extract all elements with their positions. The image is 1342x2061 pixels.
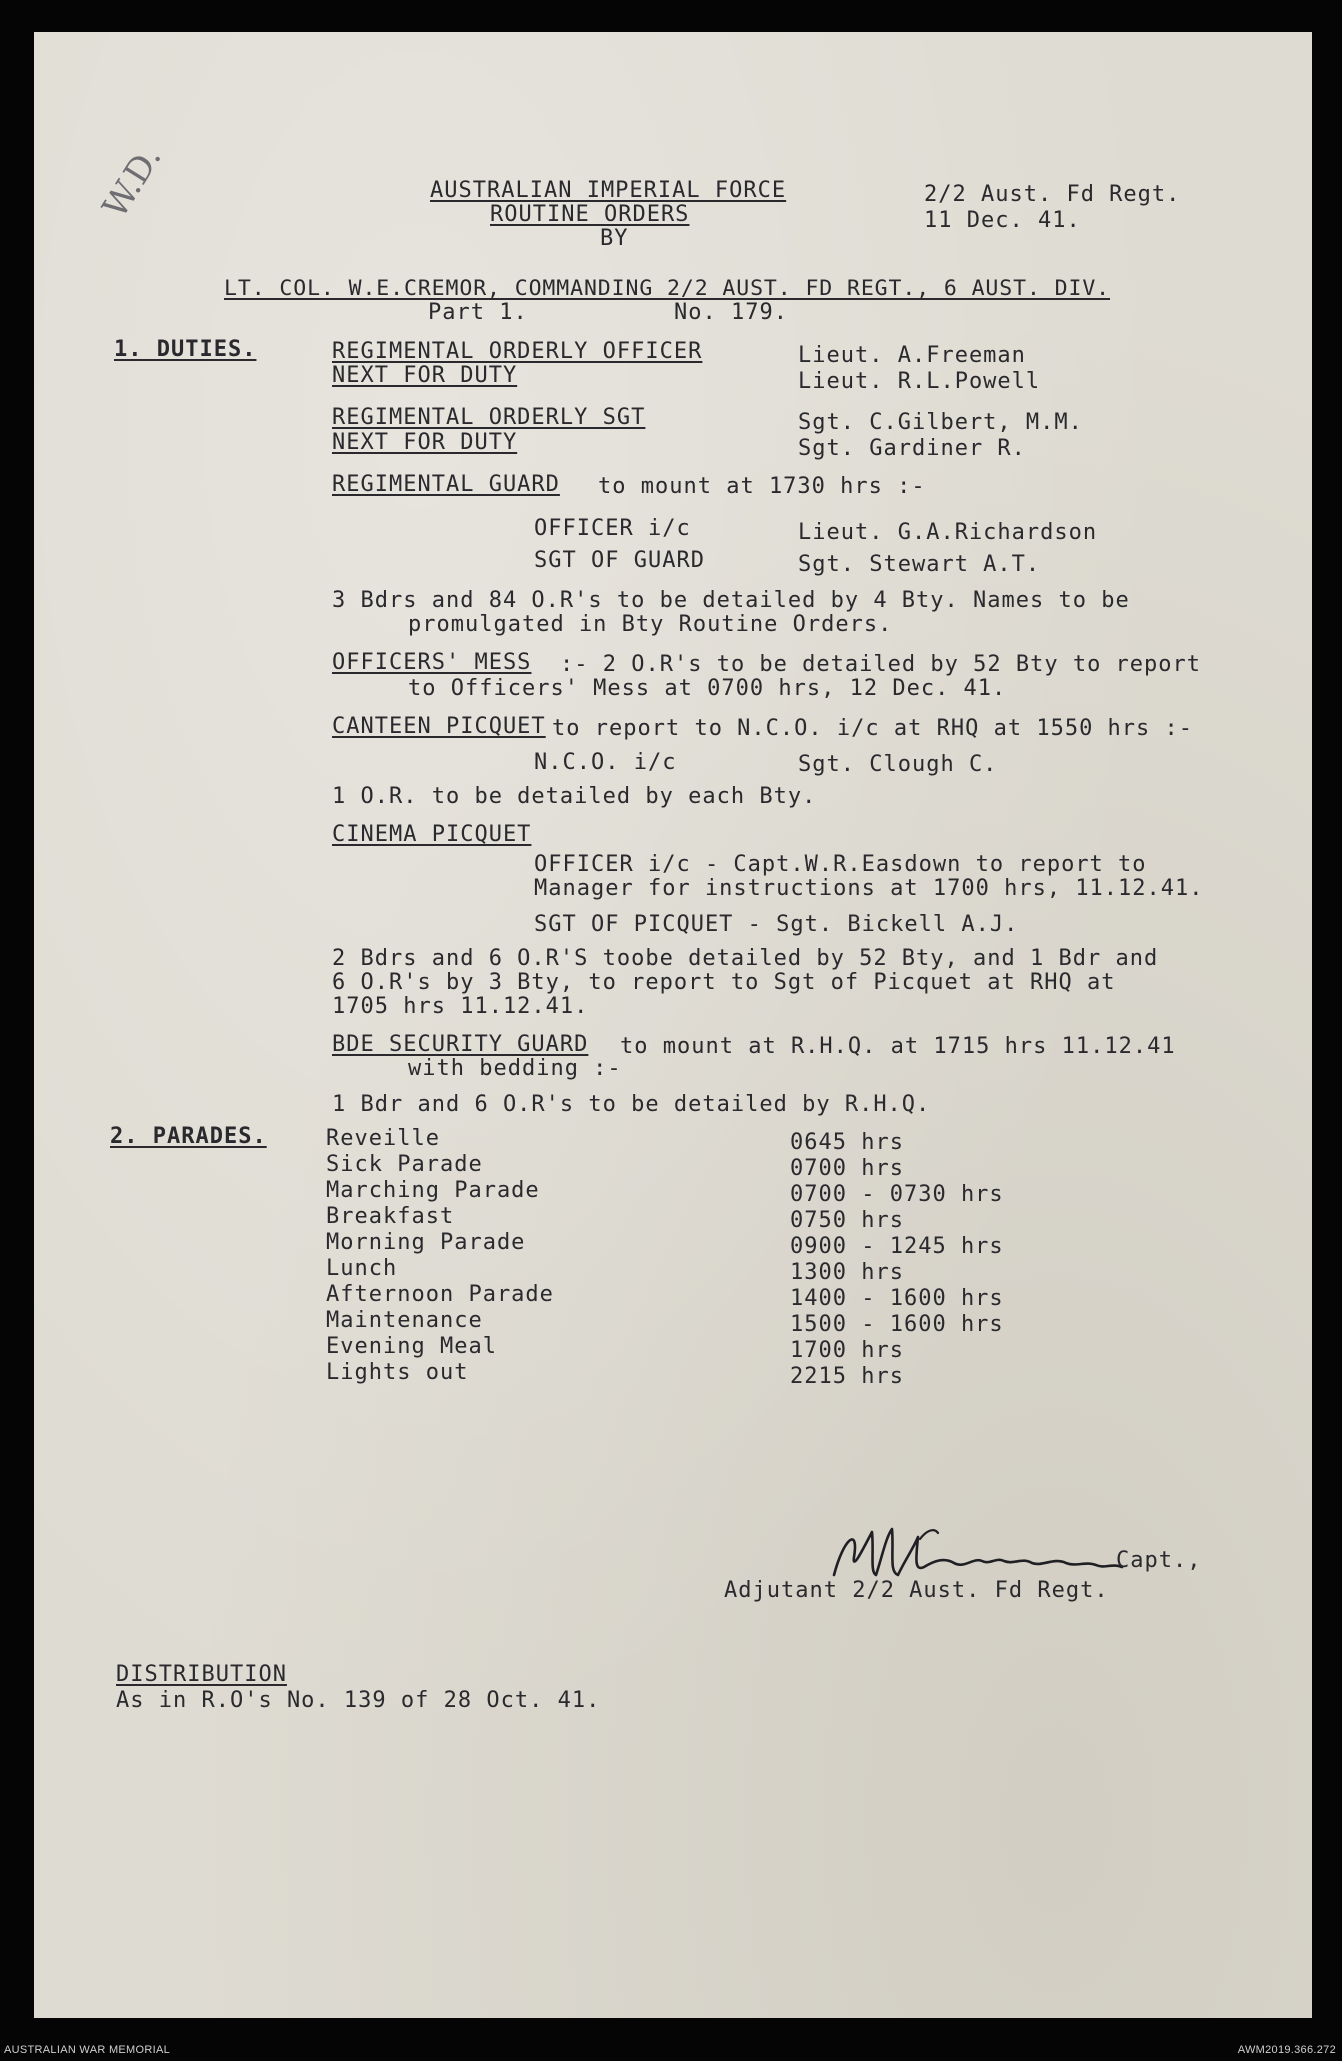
cinema-detail-2: 6 O.R's by 3 Bty, to report to Sgt of Picquet at RHQ at: [332, 970, 1116, 995]
roo-name: Lieut. A.Freeman: [798, 343, 1026, 368]
signature-title: Adjutant 2/2 Aust. Fd Regt.: [724, 1578, 1109, 1603]
commander-line: LT. COL. W.E.CREMOR, COMMANDING 2/2 AUST. FD REGT., 6 AUST. DIV.: [224, 276, 1111, 301]
canteen-label: CANTEEN PICQUET: [332, 714, 546, 739]
guard-label: REGIMENTAL GUARD: [332, 472, 560, 497]
roo-label: REGIMENTAL ORDERLY OFFICER: [332, 339, 703, 364]
guard-sgt-name: Sgt. Stewart A.T.: [798, 552, 1041, 577]
parade-time: 1700 hrs: [790, 1338, 904, 1363]
parade-time: 0700 hrs: [790, 1156, 904, 1181]
parade-name: Breakfast: [326, 1204, 455, 1229]
document-page: [34, 32, 1312, 2018]
distribution-text: As in R.O's No. 139 of 28 Oct. 41.: [116, 1688, 601, 1713]
cinema-detail-1: 2 Bdrs and 6 O.R'S toobe detailed by 52 Bty, and 1 Bdr and: [332, 946, 1159, 971]
canteen-nco-label: N.C.O. i/c: [534, 750, 677, 775]
duties-heading: 1. DUTIES.: [114, 337, 257, 362]
ros-label: REGIMENTAL ORDERLY SGT: [332, 405, 646, 430]
parade-time: 2215 hrs: [790, 1364, 904, 1389]
parade-time: 0750 hrs: [790, 1208, 904, 1233]
parade-time: 0700 - 0730 hrs: [790, 1182, 1004, 1207]
parade-name: Maintenance: [326, 1308, 483, 1333]
parade-time: 0900 - 1245 hrs: [790, 1234, 1004, 1259]
title-line-1: AUSTRALIAN IMPERIAL FORCE: [430, 178, 787, 203]
parade-time: 1400 - 1600 hrs: [790, 1286, 1004, 1311]
guard-officer-name: Lieut. G.A.Richardson: [798, 520, 1098, 545]
parade-name: Reveille: [326, 1126, 440, 1151]
parade-name: Evening Meal: [326, 1334, 497, 1359]
distribution-heading: DISTRIBUTION: [116, 1662, 287, 1687]
guard-text: to mount at 1730 hrs :-: [598, 474, 926, 499]
parade-name: Afternoon Parade: [326, 1282, 554, 1307]
order-number: No. 179.: [674, 300, 788, 325]
parade-name: Sick Parade: [326, 1152, 483, 1177]
cinema-sgt: SGT OF PICQUET - Sgt. Bickell A.J.: [534, 912, 1019, 937]
parade-time: 1500 - 1600 hrs: [790, 1312, 1004, 1337]
mess-text-2: to Officers' Mess at 0700 hrs, 12 Dec. 41.: [408, 676, 1007, 701]
bde-text-2: with bedding :-: [408, 1056, 622, 1081]
part-number: Part 1.: [428, 300, 528, 325]
parade-time: 0645 hrs: [790, 1130, 904, 1155]
guard-detail-1: 3 Bdrs and 84 O.R's to be detailed by 4 Bty. Names to be: [332, 588, 1130, 613]
guard-detail-2: promulgated in Bty Routine Orders.: [408, 612, 893, 637]
signature-rank: Capt.,: [1116, 1548, 1202, 1573]
parade-name: Lights out: [326, 1360, 469, 1385]
bde-detail: 1 Bdr and 6 O.R's to be detailed by R.H.Q.: [332, 1092, 931, 1117]
bde-text-1: to mount at R.H.Q. at 1715 hrs 11.12.41: [620, 1034, 1176, 1059]
parade-name: Marching Parade: [326, 1178, 540, 1203]
title-line-3: BY: [600, 226, 629, 251]
parade-name: Lunch: [326, 1256, 398, 1281]
mess-label: OFFICERS' MESS: [332, 650, 532, 675]
cinema-officer-2: Manager for instructions at 1700 hrs, 11.12.41.: [534, 876, 1204, 901]
roo-next-name: Lieut. R.L.Powell: [798, 369, 1041, 394]
parade-name: Morning Parade: [326, 1230, 526, 1255]
unit-name: 2/2 Aust. Fd Regt.: [924, 182, 1181, 207]
mess-text-1: :- 2 O.R's to be detailed by 52 Bty to report: [560, 652, 1202, 677]
ros-next-name: Sgt. Gardiner R.: [798, 436, 1026, 461]
handwritten-annotation: W.D.: [95, 138, 170, 226]
parades-heading: 2. PARADES.: [110, 1124, 267, 1149]
bde-label: BDE SECURITY GUARD: [332, 1032, 589, 1057]
canteen-nco-name: Sgt. Clough C.: [798, 752, 998, 777]
cinema-detail-3: 1705 hrs 11.12.41.: [332, 994, 589, 1019]
order-date: 11 Dec. 41.: [924, 208, 1081, 233]
guard-officer-label: OFFICER i/c: [534, 516, 691, 541]
canteen-detail: 1 O.R. to be detailed by each Bty.: [332, 784, 817, 809]
title-line-2: ROUTINE ORDERS: [490, 202, 690, 227]
ros-next-label: NEXT FOR DUTY: [332, 430, 518, 455]
footer-accession: AWM2019.366.272: [1237, 2044, 1336, 2056]
parade-time: 1300 hrs: [790, 1260, 904, 1285]
roo-next-label: NEXT FOR DUTY: [332, 363, 518, 388]
guard-sgt-label: SGT OF GUARD: [534, 548, 705, 573]
cinema-label: CINEMA PICQUET: [332, 822, 532, 847]
ros-name: Sgt. C.Gilbert, M.M.: [798, 410, 1083, 435]
footer-credit: AUSTRALIAN WAR MEMORIAL: [4, 2044, 171, 2056]
cinema-officer-1: OFFICER i/c - Capt.W.R.Easdown to report to: [534, 852, 1147, 877]
canteen-text: to report to N.C.O. i/c at RHQ at 1550 hrs :-: [552, 716, 1194, 741]
